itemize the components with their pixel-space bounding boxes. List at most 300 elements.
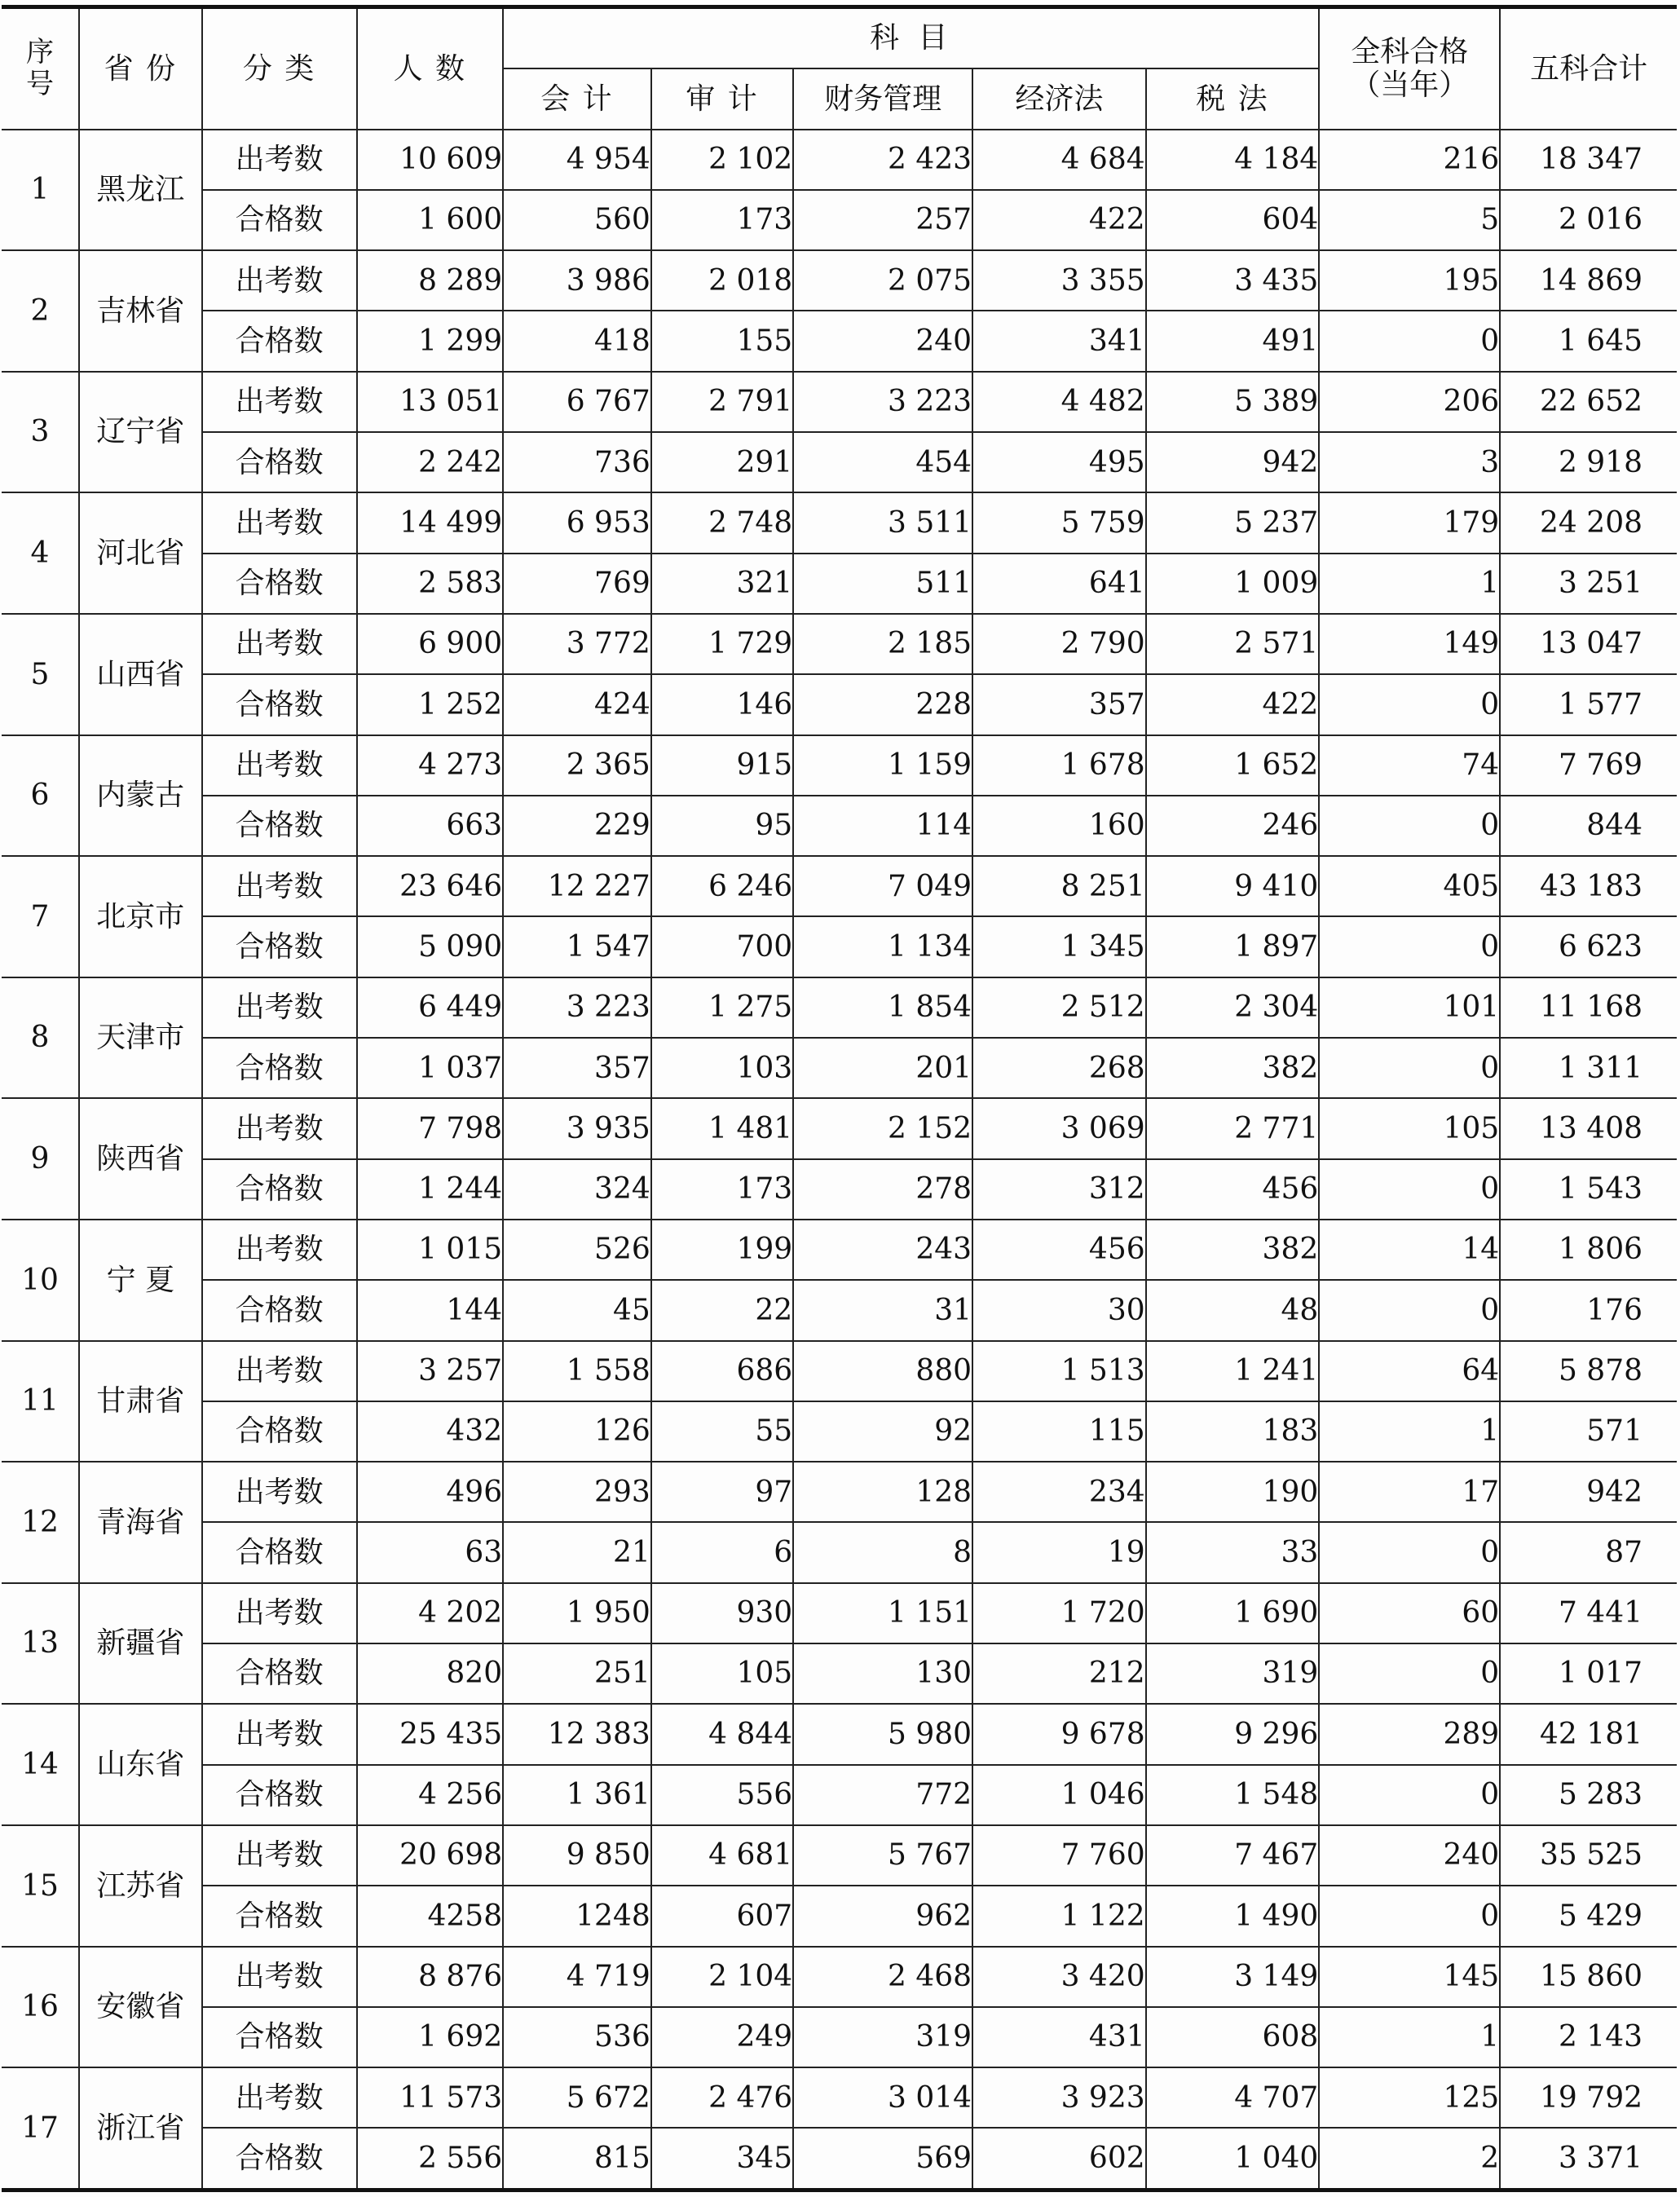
header-subject-accounting: 会 计 — [503, 68, 651, 129]
row-category: 合格数 — [202, 554, 357, 614]
row-category: 合格数 — [202, 432, 357, 492]
cell-audit: 1 729 — [651, 614, 793, 674]
cell-audit: 2 791 — [651, 372, 793, 432]
row-seq: 17 — [2, 2067, 79, 2190]
cell-financial-management: 880 — [793, 1341, 972, 1401]
header-subject-financial-management: 财务管理 — [793, 68, 972, 129]
cell-accounting: 1 558 — [503, 1341, 651, 1401]
cell-accounting: 3 986 — [503, 250, 651, 311]
cell-accounting: 293 — [503, 1462, 651, 1522]
cell-accounting: 357 — [503, 1038, 651, 1098]
cell-tax-law: 190 — [1146, 1462, 1320, 1522]
cell-persons: 432 — [357, 1401, 504, 1462]
row-category: 出考数 — [202, 1098, 357, 1158]
cell-tax-law: 1 897 — [1146, 916, 1320, 977]
table-row — [2, 916, 1677, 977]
cell-tax-law: 183 — [1146, 1401, 1320, 1462]
row-province: 新疆省 — [79, 1583, 202, 1705]
table-row — [2, 554, 1677, 614]
cell-tax-law: 4 707 — [1146, 2067, 1320, 2128]
header-five-total: 五科合计 — [1500, 7, 1677, 130]
row-seq: 14 — [2, 1704, 79, 1825]
cell-all-pass: 105 — [1319, 1098, 1500, 1158]
cell-audit: 700 — [651, 916, 793, 977]
cell-persons: 2 242 — [357, 432, 504, 492]
cell-all-pass: 0 — [1319, 1159, 1500, 1220]
table-row — [2, 190, 1677, 250]
row-seq: 10 — [2, 1220, 79, 1341]
cell-five-total: 1 645 — [1500, 311, 1677, 371]
table-row — [2, 735, 1677, 796]
cell-economic-law: 1 720 — [972, 1583, 1146, 1643]
cell-all-pass: 101 — [1319, 977, 1500, 1038]
cell-persons: 7 798 — [357, 1098, 504, 1158]
cell-tax-law: 246 — [1146, 796, 1320, 856]
cell-five-total: 7 441 — [1500, 1583, 1677, 1643]
cell-economic-law: 268 — [972, 1038, 1146, 1098]
row-category: 合格数 — [202, 1401, 357, 1462]
cell-audit: 22 — [651, 1280, 793, 1340]
cell-audit: 686 — [651, 1341, 793, 1401]
cell-all-pass: 0 — [1319, 796, 1500, 856]
cell-accounting: 3 223 — [503, 977, 651, 1038]
cell-all-pass: 149 — [1319, 614, 1500, 674]
cell-audit: 4 681 — [651, 1825, 793, 1886]
cell-all-pass: 0 — [1319, 1522, 1500, 1582]
table-row — [2, 977, 1677, 1038]
header-category: 分 类 — [202, 7, 357, 130]
row-seq: 4 — [2, 492, 79, 614]
table-row — [2, 1825, 1677, 1886]
cell-economic-law: 357 — [972, 674, 1146, 735]
cell-tax-law: 2 304 — [1146, 977, 1320, 1038]
cell-economic-law: 3 420 — [972, 1947, 1146, 2007]
row-category: 合格数 — [202, 1159, 357, 1220]
table-row — [2, 614, 1677, 674]
cell-persons: 1 600 — [357, 190, 504, 250]
row-province: 天津市 — [79, 977, 202, 1099]
cell-financial-management: 8 — [793, 1522, 972, 1582]
row-category: 出考数 — [202, 1462, 357, 1522]
cell-all-pass: 405 — [1319, 856, 1500, 916]
cell-financial-management: 319 — [793, 2007, 972, 2067]
table-row — [2, 1280, 1677, 1340]
cell-tax-law: 382 — [1146, 1038, 1320, 1098]
table-row — [2, 1220, 1677, 1280]
row-category: 出考数 — [202, 1825, 357, 1886]
cell-accounting: 560 — [503, 190, 651, 250]
row-province: 浙江省 — [79, 2067, 202, 2190]
cell-financial-management: 1 151 — [793, 1583, 972, 1643]
table-row — [2, 1401, 1677, 1462]
table-row — [2, 856, 1677, 916]
row-province: 河北省 — [79, 492, 202, 614]
table-row — [2, 492, 1677, 553]
cell-financial-management: 5 980 — [793, 1704, 972, 1764]
cell-audit: 199 — [651, 1220, 793, 1280]
cell-persons: 4 202 — [357, 1583, 504, 1643]
cell-all-pass: 179 — [1319, 492, 1500, 553]
cell-audit: 105 — [651, 1643, 793, 1704]
cell-persons: 6 900 — [357, 614, 504, 674]
row-category: 出考数 — [202, 977, 357, 1038]
cell-economic-law: 1 122 — [972, 1886, 1146, 1946]
cell-tax-law: 5 389 — [1146, 372, 1320, 432]
cell-persons: 8 876 — [357, 1947, 504, 2007]
table-body — [2, 130, 1677, 2190]
cell-all-pass: 2 — [1319, 2128, 1500, 2190]
cell-economic-law: 9 678 — [972, 1704, 1146, 1764]
cell-persons: 11 573 — [357, 2067, 504, 2128]
row-category: 合格数 — [202, 674, 357, 735]
cell-financial-management: 130 — [793, 1643, 972, 1704]
row-province: 黑龙江 — [79, 130, 202, 251]
exam-statistics-table — [2, 5, 1677, 2192]
row-province: 山西省 — [79, 614, 202, 735]
cell-all-pass: 5 — [1319, 190, 1500, 250]
row-category: 出考数 — [202, 1947, 357, 2007]
cell-all-pass: 0 — [1319, 311, 1500, 371]
cell-all-pass: 0 — [1319, 916, 1500, 977]
cell-persons: 25 435 — [357, 1704, 504, 1764]
table-row — [2, 1098, 1677, 1158]
cell-all-pass: 240 — [1319, 1825, 1500, 1886]
table-row — [2, 372, 1677, 432]
cell-tax-law: 1 490 — [1146, 1886, 1320, 1946]
cell-persons: 2 556 — [357, 2128, 504, 2190]
cell-audit: 55 — [651, 1401, 793, 1462]
cell-financial-management: 1 159 — [793, 735, 972, 796]
cell-accounting: 5 672 — [503, 2067, 651, 2128]
cell-five-total: 5 878 — [1500, 1341, 1677, 1401]
cell-persons: 1 037 — [357, 1038, 504, 1098]
cell-five-total: 11 168 — [1500, 977, 1677, 1038]
row-category: 合格数 — [202, 311, 357, 371]
cell-five-total: 571 — [1500, 1401, 1677, 1462]
cell-economic-law: 3 923 — [972, 2067, 1146, 2128]
cell-all-pass: 64 — [1319, 1341, 1500, 1401]
cell-economic-law: 7 760 — [972, 1825, 1146, 1886]
cell-financial-management: 1 134 — [793, 916, 972, 977]
cell-persons: 144 — [357, 1280, 504, 1340]
cell-audit: 249 — [651, 2007, 793, 2067]
cell-financial-management: 128 — [793, 1462, 972, 1522]
cell-persons: 4258 — [357, 1886, 504, 1946]
row-seq: 7 — [2, 856, 79, 977]
cell-tax-law: 604 — [1146, 190, 1320, 250]
cell-financial-management: 2 185 — [793, 614, 972, 674]
cell-audit: 2 104 — [651, 1947, 793, 2007]
cell-accounting: 6 767 — [503, 372, 651, 432]
cell-financial-management: 257 — [793, 190, 972, 250]
table-row — [2, 432, 1677, 492]
cell-all-pass: 0 — [1319, 1886, 1500, 1946]
cell-financial-management: 240 — [793, 311, 972, 371]
cell-tax-law: 9 410 — [1146, 856, 1320, 916]
row-category: 合格数 — [202, 1765, 357, 1825]
cell-economic-law: 160 — [972, 796, 1146, 856]
row-category: 合格数 — [202, 916, 357, 977]
cell-financial-management: 31 — [793, 1280, 972, 1340]
cell-five-total: 176 — [1500, 1280, 1677, 1340]
cell-tax-law: 5 237 — [1146, 492, 1320, 553]
header-subject-audit: 审 计 — [651, 68, 793, 129]
cell-persons: 23 646 — [357, 856, 504, 916]
table-row — [2, 1704, 1677, 1764]
cell-persons: 3 257 — [357, 1341, 504, 1401]
cell-economic-law: 341 — [972, 311, 1146, 371]
cell-all-pass: 195 — [1319, 250, 1500, 311]
cell-accounting: 1 361 — [503, 1765, 651, 1825]
cell-audit: 146 — [651, 674, 793, 735]
row-province: 内蒙古 — [79, 735, 202, 857]
row-province: 北京市 — [79, 856, 202, 977]
row-category: 出考数 — [202, 856, 357, 916]
row-category: 出考数 — [202, 1583, 357, 1643]
cell-accounting: 418 — [503, 311, 651, 371]
header-subject-economic-law: 经济法 — [972, 68, 1146, 129]
cell-financial-management: 1 854 — [793, 977, 972, 1038]
cell-five-total: 43 183 — [1500, 856, 1677, 916]
cell-tax-law: 9 296 — [1146, 1704, 1320, 1764]
cell-audit: 6 246 — [651, 856, 793, 916]
cell-audit: 2 018 — [651, 250, 793, 311]
row-category: 出考数 — [202, 2067, 357, 2128]
cell-tax-law: 2 571 — [1146, 614, 1320, 674]
cell-tax-law: 1 040 — [1146, 2128, 1320, 2190]
table-row — [2, 674, 1677, 735]
cell-financial-management: 7 049 — [793, 856, 972, 916]
row-category: 合格数 — [202, 190, 357, 250]
cell-persons: 4 256 — [357, 1765, 504, 1825]
cell-five-total: 42 181 — [1500, 1704, 1677, 1764]
cell-persons: 496 — [357, 1462, 504, 1522]
cell-all-pass: 145 — [1319, 1947, 1500, 2007]
cell-financial-management: 569 — [793, 2128, 972, 2190]
cell-five-total: 6 623 — [1500, 916, 1677, 977]
cell-five-total: 24 208 — [1500, 492, 1677, 553]
cell-all-pass: 17 — [1319, 1462, 1500, 1522]
cell-economic-law: 5 759 — [972, 492, 1146, 553]
cell-persons: 1 244 — [357, 1159, 504, 1220]
cell-audit: 556 — [651, 1765, 793, 1825]
cell-accounting: 424 — [503, 674, 651, 735]
cell-persons: 13 051 — [357, 372, 504, 432]
cell-five-total: 1 806 — [1500, 1220, 1677, 1280]
row-category: 出考数 — [202, 1341, 357, 1401]
table-row — [2, 1643, 1677, 1704]
row-province: 山东省 — [79, 1704, 202, 1825]
cell-persons: 820 — [357, 1643, 504, 1704]
cell-economic-law: 2 790 — [972, 614, 1146, 674]
cell-accounting: 3 772 — [503, 614, 651, 674]
cell-five-total: 1 017 — [1500, 1643, 1677, 1704]
cell-persons: 5 090 — [357, 916, 504, 977]
row-category: 合格数 — [202, 796, 357, 856]
row-category: 合格数 — [202, 2007, 357, 2067]
cell-five-total: 942 — [1500, 1462, 1677, 1522]
cell-audit: 103 — [651, 1038, 793, 1098]
row-seq: 15 — [2, 1825, 79, 1947]
table-header — [2, 7, 1677, 130]
cell-economic-law: 1 678 — [972, 735, 1146, 796]
cell-persons: 1 015 — [357, 1220, 504, 1280]
cell-accounting: 12 227 — [503, 856, 651, 916]
cell-tax-law: 3 435 — [1146, 250, 1320, 311]
cell-tax-law: 1 690 — [1146, 1583, 1320, 1643]
cell-audit: 291 — [651, 432, 793, 492]
cell-economic-law: 115 — [972, 1401, 1146, 1462]
cell-all-pass: 0 — [1319, 674, 1500, 735]
row-seq: 6 — [2, 735, 79, 857]
row-province: 安徽省 — [79, 1947, 202, 2068]
row-category: 合格数 — [202, 1522, 357, 1582]
cell-economic-law: 3 069 — [972, 1098, 1146, 1158]
header-subject-tax-law: 税 法 — [1146, 68, 1320, 129]
cell-economic-law: 1 513 — [972, 1341, 1146, 1401]
table-row — [2, 130, 1677, 190]
cell-audit: 97 — [651, 1462, 793, 1522]
cell-persons: 2 583 — [357, 554, 504, 614]
cell-persons: 663 — [357, 796, 504, 856]
cell-five-total: 3 371 — [1500, 2128, 1677, 2190]
cell-financial-management: 2 152 — [793, 1098, 972, 1158]
header-row-1 — [2, 7, 1677, 69]
row-province: 吉林省 — [79, 250, 202, 372]
cell-audit: 2 102 — [651, 130, 793, 190]
cell-economic-law: 602 — [972, 2128, 1146, 2190]
cell-financial-management: 201 — [793, 1038, 972, 1098]
cell-all-pass: 206 — [1319, 372, 1500, 432]
cell-economic-law: 431 — [972, 2007, 1146, 2067]
cell-tax-law: 33 — [1146, 1522, 1320, 1582]
cell-accounting: 4 719 — [503, 1947, 651, 2007]
cell-financial-management: 278 — [793, 1159, 972, 1220]
cell-five-total: 15 860 — [1500, 1947, 1677, 2007]
cell-tax-law: 48 — [1146, 1280, 1320, 1340]
table-row — [2, 1765, 1677, 1825]
cell-accounting: 736 — [503, 432, 651, 492]
cell-audit: 173 — [651, 190, 793, 250]
cell-accounting: 1 950 — [503, 1583, 651, 1643]
cell-five-total: 14 869 — [1500, 250, 1677, 311]
cell-five-total: 19 792 — [1500, 2067, 1677, 2128]
cell-five-total: 5 283 — [1500, 1765, 1677, 1825]
cell-tax-law: 3 149 — [1146, 1947, 1320, 2007]
cell-economic-law: 312 — [972, 1159, 1146, 1220]
cell-financial-management: 3 223 — [793, 372, 972, 432]
cell-audit: 155 — [651, 311, 793, 371]
cell-accounting: 9 850 — [503, 1825, 651, 1886]
cell-financial-management: 2 075 — [793, 250, 972, 311]
cell-five-total: 3 251 — [1500, 554, 1677, 614]
cell-audit: 2 748 — [651, 492, 793, 553]
cell-financial-management: 114 — [793, 796, 972, 856]
cell-all-pass: 289 — [1319, 1704, 1500, 1764]
row-seq: 9 — [2, 1098, 79, 1220]
row-seq: 13 — [2, 1583, 79, 1705]
cell-five-total: 5 429 — [1500, 1886, 1677, 1946]
row-category: 出考数 — [202, 492, 357, 553]
table-row — [2, 2007, 1677, 2067]
cell-five-total: 2 918 — [1500, 432, 1677, 492]
table-row — [2, 1522, 1677, 1582]
cell-tax-law: 1 009 — [1146, 554, 1320, 614]
cell-tax-law: 7 467 — [1146, 1825, 1320, 1886]
cell-tax-law: 1 652 — [1146, 735, 1320, 796]
cell-tax-law: 4 184 — [1146, 130, 1320, 190]
cell-all-pass: 0 — [1319, 1280, 1500, 1340]
header-all-pass: 全科合格（当年） — [1319, 7, 1500, 130]
row-province: 宁 夏 — [79, 1220, 202, 1341]
table-row — [2, 2067, 1677, 2128]
cell-five-total: 13 408 — [1500, 1098, 1677, 1158]
cell-tax-law: 382 — [1146, 1220, 1320, 1280]
cell-financial-management: 228 — [793, 674, 972, 735]
cell-economic-law: 19 — [972, 1522, 1146, 1582]
cell-tax-law: 608 — [1146, 2007, 1320, 2067]
cell-financial-management: 772 — [793, 1765, 972, 1825]
cell-persons: 8 289 — [357, 250, 504, 311]
cell-five-total: 1 311 — [1500, 1038, 1677, 1098]
cell-economic-law: 4 482 — [972, 372, 1146, 432]
row-category: 合格数 — [202, 2128, 357, 2190]
cell-persons: 4 273 — [357, 735, 504, 796]
cell-audit: 173 — [651, 1159, 793, 1220]
table-row — [2, 1159, 1677, 1220]
cell-five-total: 22 652 — [1500, 372, 1677, 432]
cell-all-pass: 1 — [1319, 554, 1500, 614]
table-row — [2, 2128, 1677, 2190]
row-province: 辽宁省 — [79, 372, 202, 493]
header-seq: 序号 — [2, 7, 79, 130]
cell-all-pass: 60 — [1319, 1583, 1500, 1643]
cell-financial-management: 454 — [793, 432, 972, 492]
cell-accounting: 769 — [503, 554, 651, 614]
cell-financial-management: 2 468 — [793, 1947, 972, 2007]
table-row — [2, 1947, 1677, 2007]
cell-five-total: 13 047 — [1500, 614, 1677, 674]
header-subjects-group: 科 目 — [503, 7, 1319, 69]
cell-five-total: 2 143 — [1500, 2007, 1677, 2067]
row-province: 青海省 — [79, 1462, 202, 1583]
cell-persons: 20 698 — [357, 1825, 504, 1886]
cell-accounting: 45 — [503, 1280, 651, 1340]
cell-all-pass: 0 — [1319, 1038, 1500, 1098]
cell-economic-law: 8 251 — [972, 856, 1146, 916]
cell-economic-law: 495 — [972, 432, 1146, 492]
cell-economic-law: 641 — [972, 554, 1146, 614]
cell-all-pass: 0 — [1319, 1765, 1500, 1825]
cell-accounting: 2 365 — [503, 735, 651, 796]
cell-five-total: 1 577 — [1500, 674, 1677, 735]
cell-five-total: 35 525 — [1500, 1825, 1677, 1886]
cell-persons: 10 609 — [357, 130, 504, 190]
table-row — [2, 796, 1677, 856]
cell-economic-law: 212 — [972, 1643, 1146, 1704]
cell-financial-management: 2 423 — [793, 130, 972, 190]
cell-all-pass: 3 — [1319, 432, 1500, 492]
row-seq: 1 — [2, 130, 79, 251]
header-province: 省 份 — [79, 7, 202, 130]
cell-accounting: 251 — [503, 1643, 651, 1704]
row-province: 陕西省 — [79, 1098, 202, 1220]
row-category: 出考数 — [202, 614, 357, 674]
cell-audit: 607 — [651, 1886, 793, 1946]
cell-economic-law: 422 — [972, 190, 1146, 250]
cell-accounting: 815 — [503, 2128, 651, 2190]
cell-economic-law: 30 — [972, 1280, 1146, 1340]
